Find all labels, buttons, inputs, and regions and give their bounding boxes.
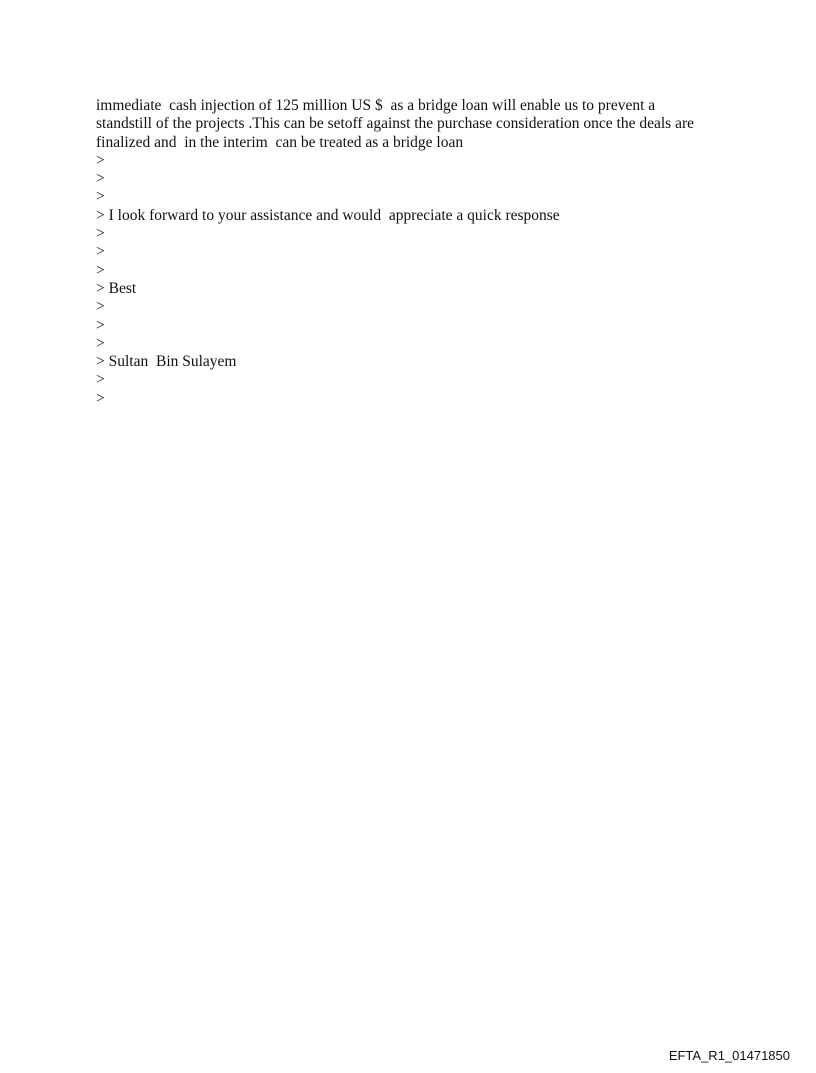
quote-line-request: > I look forward to your assistance and would appreciate a quick response [96, 206, 560, 224]
quote-line: > [96, 316, 105, 334]
quote-line: > [96, 298, 105, 316]
body-line: standstill of the projects .This can be setoff against the purchase consideration once the deals are [96, 115, 694, 133]
quote-line: > [96, 151, 105, 169]
quote-line: > [96, 225, 105, 243]
quote-line: > [96, 389, 105, 407]
quote-line-closing: > Best [96, 279, 137, 297]
quote-line: > [96, 243, 105, 261]
quote-line: > [96, 261, 105, 279]
quote-line: > [96, 334, 105, 352]
quote-line-signature: > Sultan Bin Sulayem [96, 353, 237, 371]
email-body [96, 97, 736, 408]
quote-line: > [96, 170, 105, 188]
document-id-stamp: EFTA_R1_01471850 [668, 1048, 790, 1063]
quote-line: > [96, 371, 105, 389]
body-line: finalized and in the interim can be treated as a bridge loan [96, 133, 464, 151]
body-line: immediate cash injection of 125 million US $ as a bridge loan will enable us to prevent a [96, 97, 656, 114]
quote-line: > [96, 188, 105, 206]
